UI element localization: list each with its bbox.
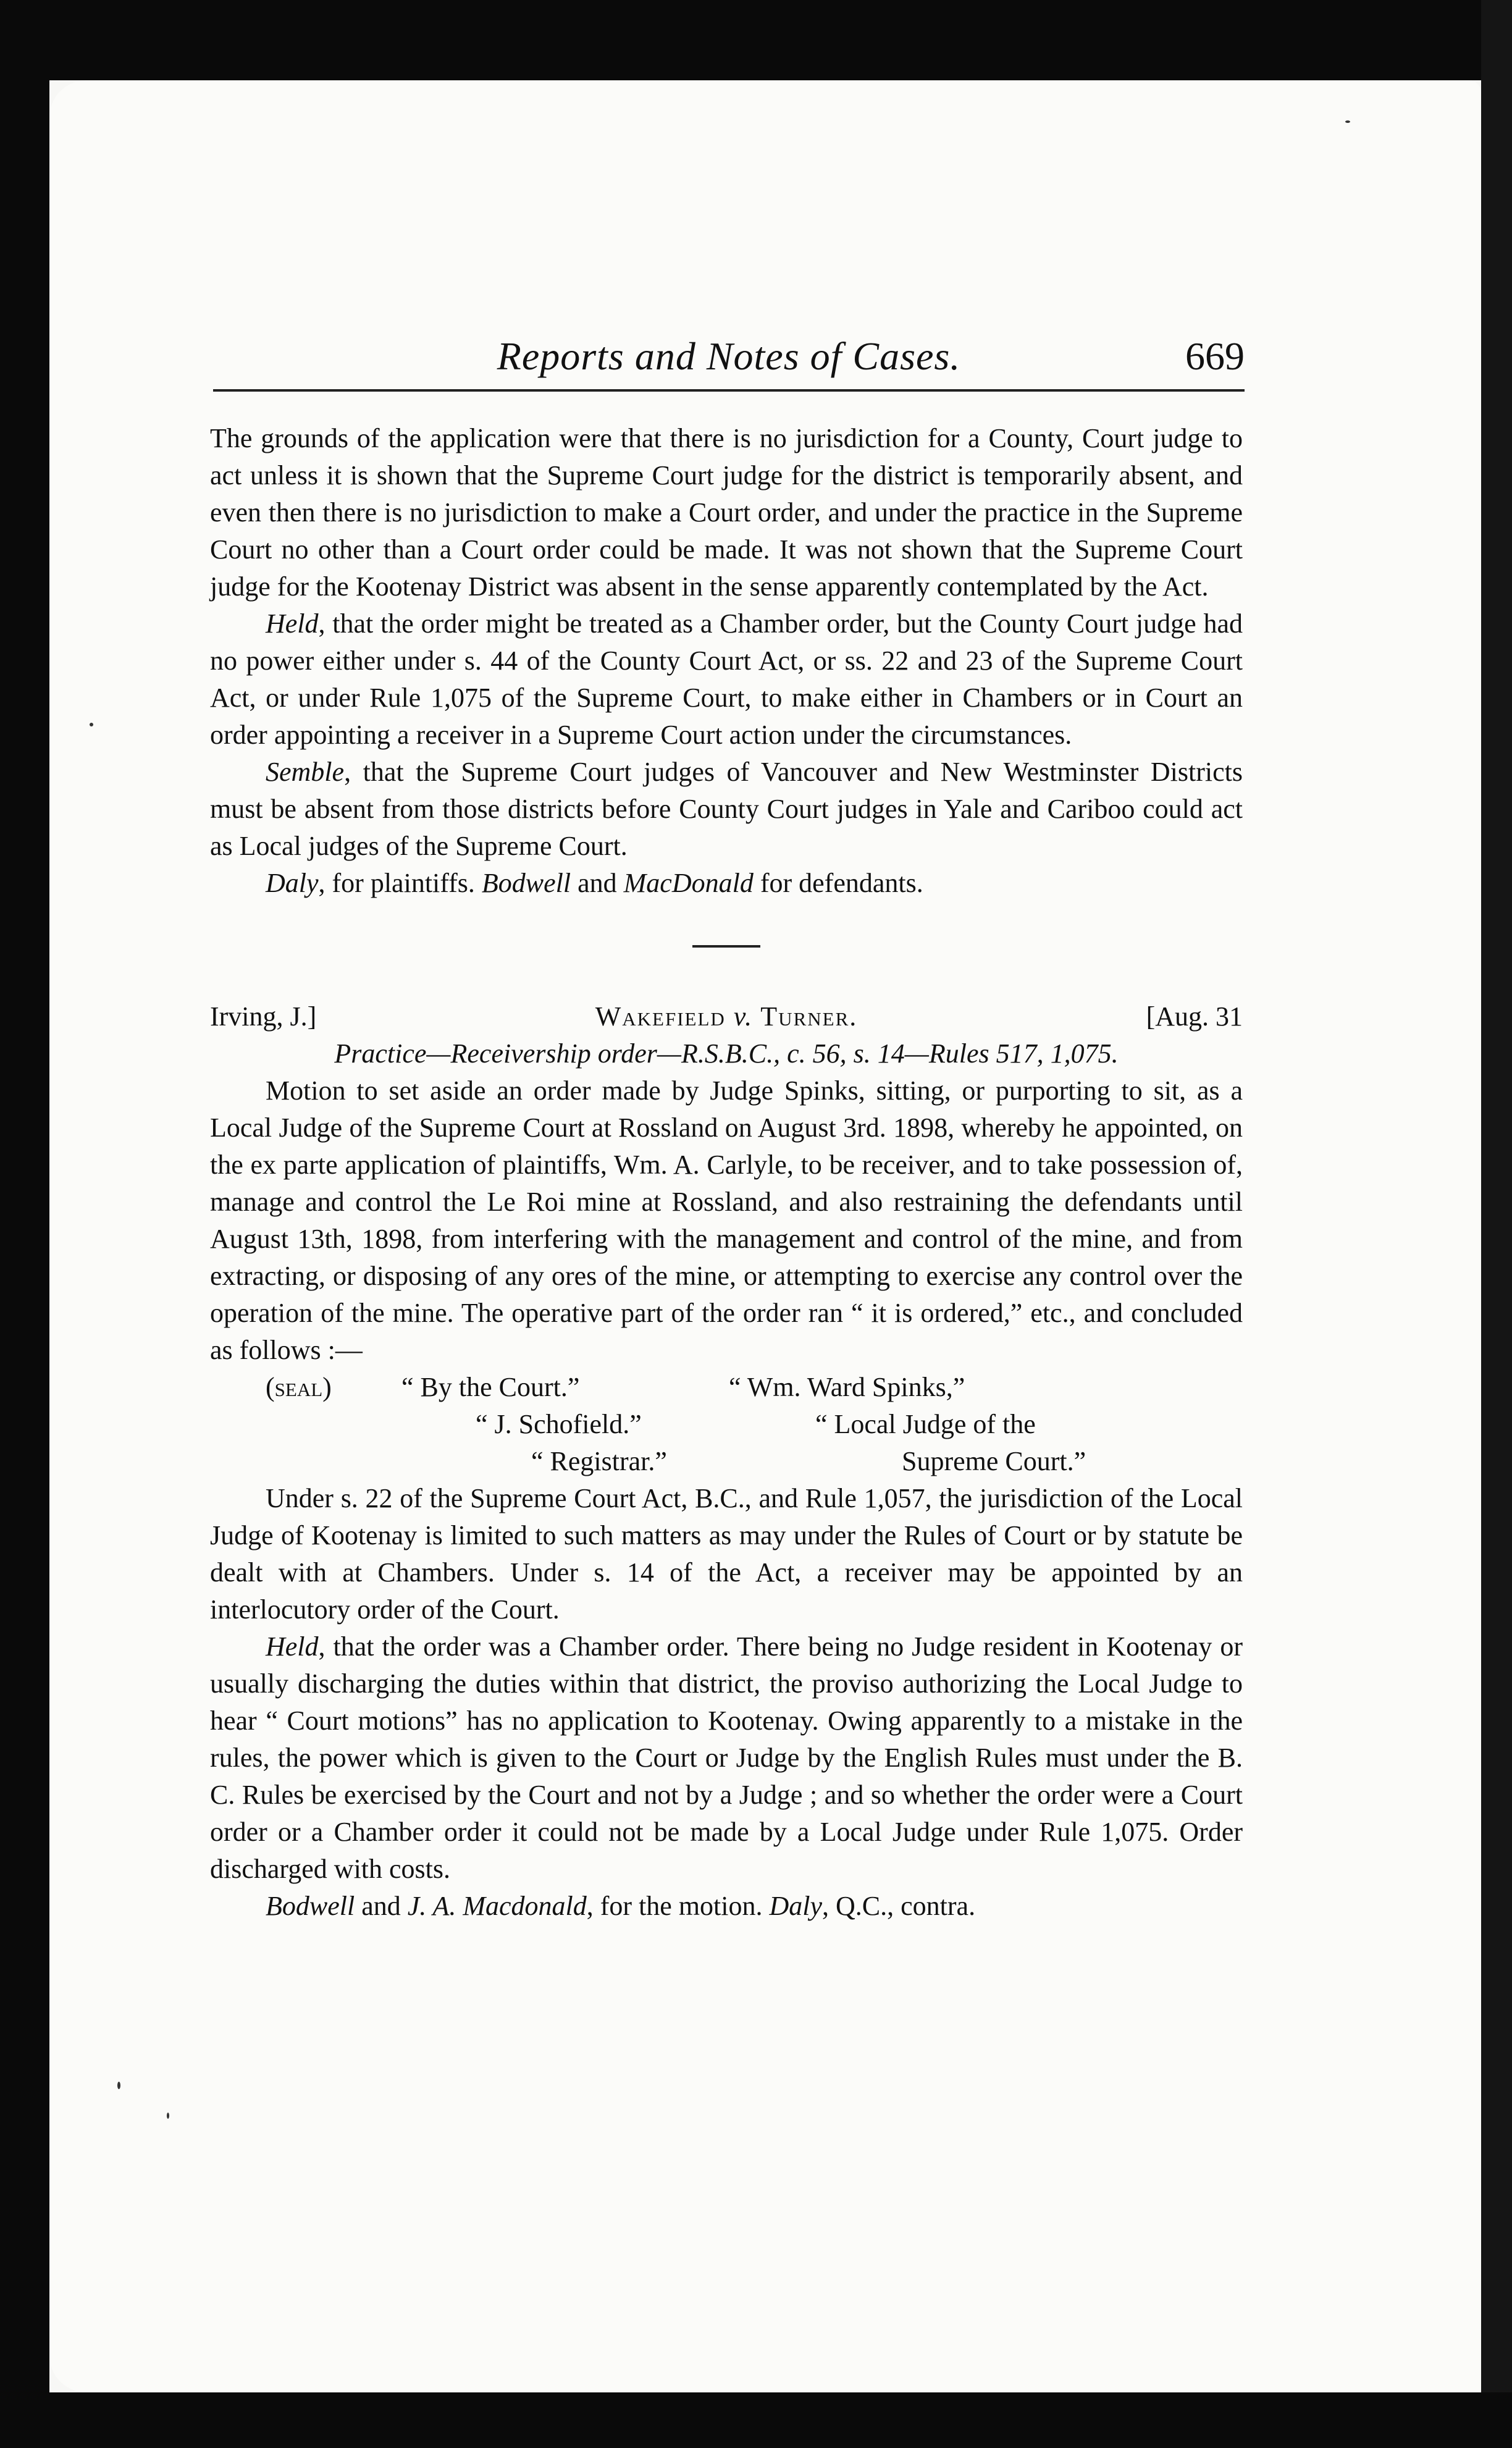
- first-case-held: [210, 605, 1243, 754]
- second-case-held: [210, 1628, 1243, 1888]
- case-party-defendant: Turner.: [753, 1001, 858, 1032]
- first-case-paragraph: The grounds of the application were that there is no jurisdiction for a County, Court judge to act unless it is shown that the Supreme Court judge for the district is temporarily absent, and even then there is no jurisdiction to make a Court order, and under the practice in the Supreme Court no other than a Court order could be made. It was not shown that the Supreme Court judge for the Kootenay District was absent in the sense apparently contemplated by the Act.: [210, 423, 1243, 602]
- order-signature-block: [210, 1369, 1243, 1480]
- counsel-name: Bodwell: [266, 1891, 355, 1921]
- spinks-line: “ Wm. Ward Spinks,”: [729, 1372, 965, 1402]
- counsel-name: MacDonald: [623, 868, 754, 898]
- local-judge-line: “ Local Judge of the: [815, 1409, 1036, 1439]
- counsel-text: , Q.C., contra.: [822, 1891, 976, 1921]
- page-number: 669: [1185, 334, 1245, 378]
- held-label: Held: [266, 608, 319, 639]
- registrar-line: “ Registrar.”: [531, 1446, 667, 1476]
- scan-speck: [1345, 120, 1350, 123]
- by-court-line: “ By the Court.”: [401, 1372, 580, 1402]
- section-divider: [692, 945, 760, 948]
- schofield-line: “ J. Schofield.”: [476, 1409, 642, 1439]
- case-versus: v.: [733, 1001, 754, 1032]
- scan-border-bottom: [0, 2392, 1512, 2448]
- case-title: [210, 998, 1243, 1035]
- first-case-semble: [210, 754, 1243, 865]
- second-case-paragraph-1: Motion to set aside an order made by Judge Spinks, sitting, or purporting to sit, as a Local Judge of the Supreme Court at Rossland on August 3rd. 1898, whereby he appointed, on the ex parte application of plaintiffs, Wm. A. Carlyle, to be receiver, and to take possession of, manage and control the Le Roi mine at Rossland, and also restraining the defendants until August 13th, 1898, from interfering with the management and control of the mine, and from extracting, or disposing of any ores of the mine, or attempting to exercise any control over the operation of the mine. The operative part of the order ran “ it is ordered,” etc., and concluded as follows :—: [210, 1075, 1243, 1365]
- counsel-name: Bodwell: [481, 868, 571, 898]
- counsel-text: and: [355, 1891, 408, 1921]
- case-subject: Practice—Receivership order—R.S.B.C., c. 56, s. 14—Rules 517, 1,075.: [334, 1038, 1119, 1069]
- page-body: [210, 420, 1243, 1925]
- counsel-text: , for plaintiffs.: [318, 868, 482, 898]
- first-case-counsel: [210, 865, 1243, 902]
- case-party-plaintiff: Wakefield: [595, 1001, 734, 1032]
- held-text: , that the order might be treated as a Chamber order, but the County Court judge had no power either under s. 44 of the County Court Act, or ss. 22 and 23 of the Supreme Court Act, or under Rule 1,075 of the Supreme Court, to make either in Chambers or in Court an order appointing a receiver in a Supreme Court action under the circumstances.: [210, 608, 1243, 750]
- scan-border-top: [0, 0, 1512, 80]
- held-text: , that the order was a Chamber order. There being no Judge resident in Kootenay or usually discharging the duties within that district, the proviso authorizing the Local Judge to hear “ Court motions” has no application to Kootenay. Owing apparently to a mistake in the rules, the power which is given to the Court or Judge by the English Rules must under the B. C. Rules be exercised by the Court and not by a Judge ; and so whether the order were a Court order or a Chamber order it could not be made by a Local Judge under Rule 1,075. Order discharged with costs.: [210, 1631, 1243, 1884]
- counsel-name: Daly: [769, 1891, 823, 1921]
- second-case-paragraph-2: Under s. 22 of the Supreme Court Act, B.C., and Rule 1,057, the jurisdiction of the Local Judge of Kootenay is limited to such matters as may under the Rules of Court or by statute be dealt with at Chambers. Under s. 14 of the Act, a receiver may be appointed by an interlocutory order of the Court.: [210, 1483, 1243, 1625]
- scan-border-left: [0, 0, 49, 2448]
- scan-speck: [117, 2082, 120, 2089]
- counsel-name: Daly: [266, 868, 319, 898]
- held-label: Held: [266, 1631, 319, 1662]
- case-heading: [210, 998, 1243, 1035]
- running-head: Reports and Notes of Cases.: [497, 334, 961, 378]
- case-judge: Irving, J.]: [210, 1001, 317, 1032]
- scan-speck: [90, 723, 93, 726]
- scan-border-right: [1481, 0, 1512, 2448]
- counsel-name: J. A. Macdonald: [407, 1891, 587, 1921]
- semble-label: Semble: [266, 757, 345, 787]
- counsel-text: , for the motion.: [586, 1891, 770, 1921]
- seal-label: (seal): [266, 1372, 332, 1402]
- page-header: [213, 327, 1245, 392]
- scan-speck: [167, 2113, 169, 2119]
- counsel-text: for defendants.: [753, 868, 923, 898]
- counsel-text: and: [571, 868, 624, 898]
- semble-text: , that the Supreme Court judges of Vancouver and New Westminster Districts must be absent from those districts before County Court judges in Yale and Cariboo could act as Local judges of the Supreme Court.: [210, 757, 1243, 861]
- supreme-court-line: Supreme Court.”: [902, 1446, 1086, 1476]
- second-case-counsel: [210, 1888, 1243, 1925]
- case-date: [Aug. 31: [1146, 1001, 1243, 1032]
